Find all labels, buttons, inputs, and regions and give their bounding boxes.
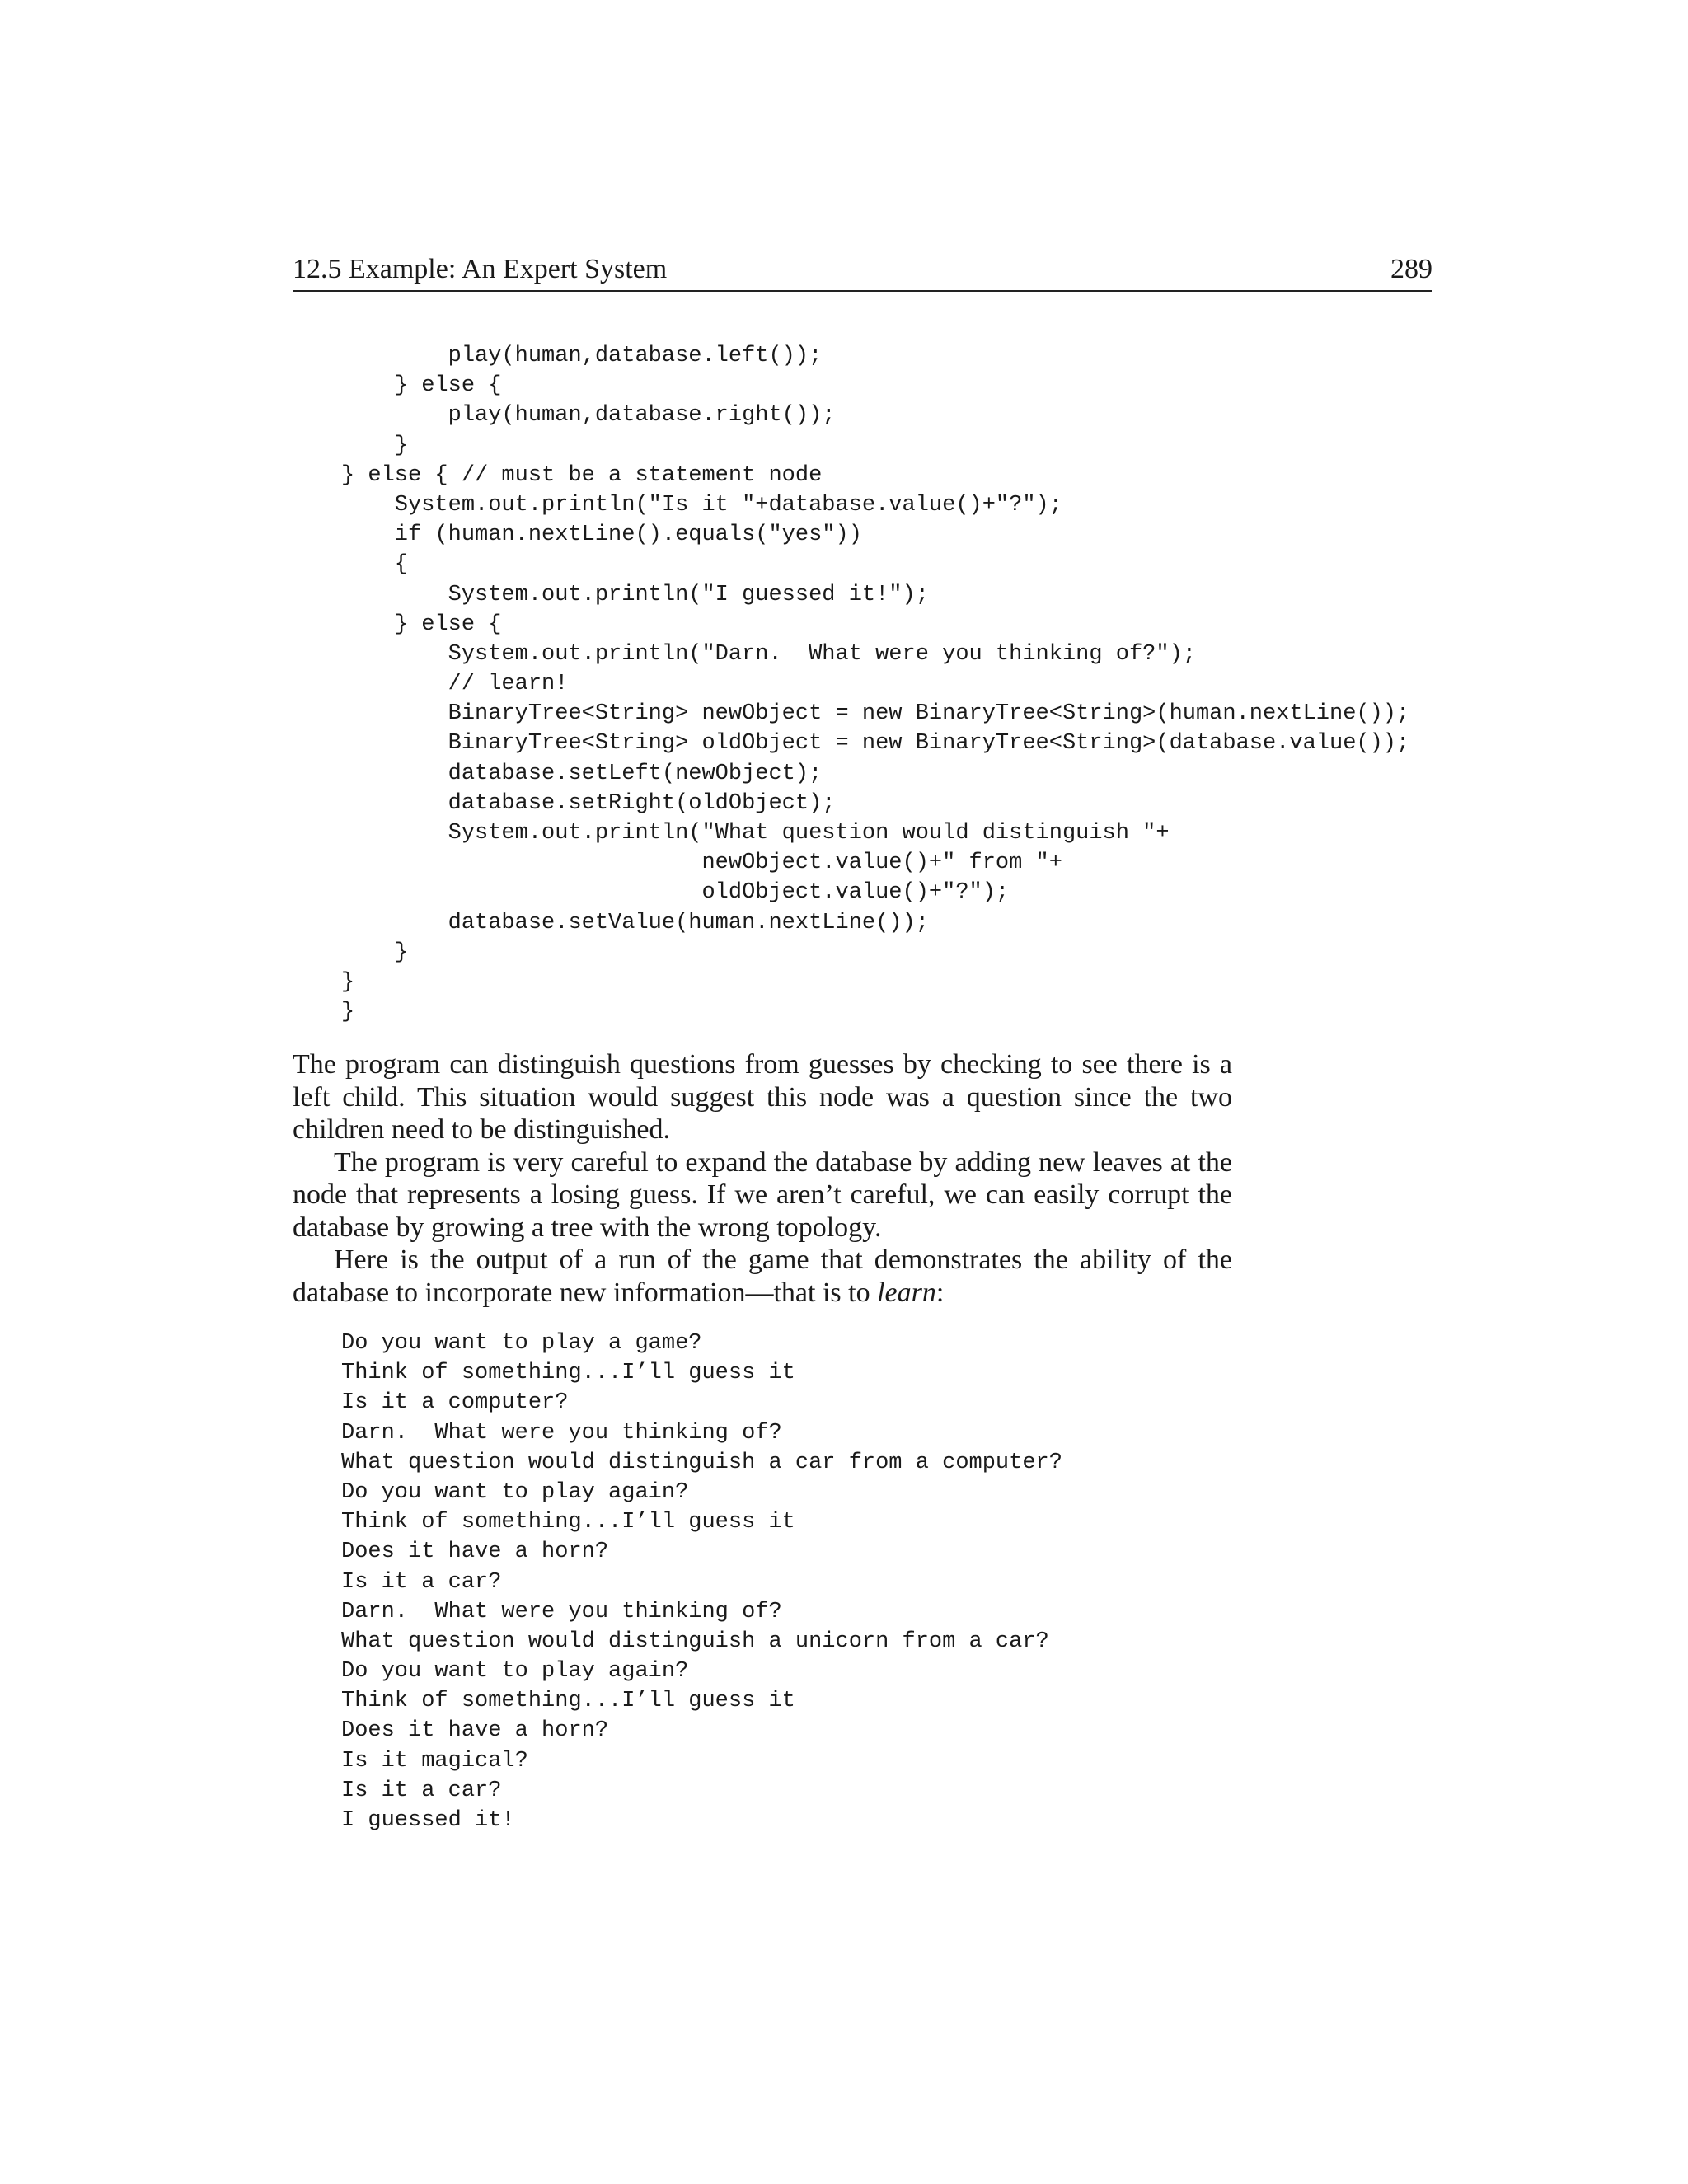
output-line: Does it have a horn? bbox=[341, 1718, 609, 1744]
code-line: } bbox=[341, 969, 355, 995]
output-line: Is it magical? bbox=[341, 1748, 528, 1774]
code-closing-brace: } bbox=[341, 1000, 355, 1024]
code-line: { bbox=[341, 552, 409, 578]
code-line: play(human,database.right()); bbox=[341, 403, 836, 429]
section-title: 12.5 Example: An Expert System bbox=[293, 254, 668, 284]
code-line: System.out.println("Is it "+database.value()+"?"); bbox=[341, 492, 1062, 518]
code-line: database.setLeft(newObject); bbox=[341, 761, 823, 786]
output-line: Darn. What were you thinking of? bbox=[341, 1599, 782, 1624]
code-line: } else { bbox=[341, 373, 502, 399]
paragraph-text: Here is the output of a run of the game that demonstrates the ability of the database to incorporate new information—that is to bbox=[293, 1244, 1232, 1308]
code-line: BinaryTree<String> newObject = new BinaryTree<String>(human.nextLine()); bbox=[341, 701, 1410, 727]
paragraph-text: : bbox=[935, 1277, 945, 1308]
running-header bbox=[293, 247, 1432, 292]
output-line: Do you want to play again? bbox=[341, 1479, 689, 1505]
code-line: System.out.println("Darn. What were you thinking of?"); bbox=[341, 641, 1196, 667]
output-line: Does it have a horn? bbox=[341, 1540, 609, 1565]
code-line: database.setRight(oldObject); bbox=[341, 790, 836, 816]
code-line: } bbox=[341, 940, 409, 965]
code-line: } else { // must be a statement node bbox=[341, 462, 823, 488]
code-line: } bbox=[341, 433, 409, 458]
output-line: Do you want to play again? bbox=[341, 1659, 689, 1685]
page-number: 289 bbox=[1390, 254, 1432, 284]
code-line: BinaryTree<String> oldObject = new BinaryTree<String>(database.value()); bbox=[341, 731, 1410, 757]
code-line: if (human.nextLine().equals("yes")) bbox=[341, 523, 862, 548]
paragraph bbox=[293, 1244, 1232, 1309]
output-line: Think of something...I’ll guess it bbox=[341, 1510, 795, 1535]
output-line: Darn. What were you thinking of? bbox=[341, 1420, 782, 1446]
code-line: newObject.value()+" from "+ bbox=[341, 851, 1062, 876]
output-line: Think of something...I’ll guess it bbox=[341, 1361, 795, 1386]
emphasized-word: learn bbox=[877, 1277, 936, 1308]
paragraph: The program is very careful to expand the database by adding new leaves at the node that represents a losing guess. If we aren’t careful, we can easily corrupt the database by growing a tree with the wrong topology. bbox=[293, 1146, 1232, 1243]
code-line: database.setValue(human.nextLine()); bbox=[341, 910, 929, 935]
output-line: Is it a computer? bbox=[341, 1390, 569, 1416]
java-code-listing bbox=[341, 341, 1409, 997]
code-line: // learn! bbox=[341, 672, 569, 697]
code-line: System.out.println("What question would distinguish "+ bbox=[341, 821, 1170, 846]
body-text bbox=[293, 1048, 1232, 1309]
paragraph: The program can distinguish questions from guesses by checking to see there is a left child. This situation would suggest this node was a question since the two children need to be distinguished. bbox=[293, 1049, 1232, 1145]
output-line: Is it a car? bbox=[341, 1778, 502, 1803]
code-line: oldObject.value()+"?"); bbox=[341, 880, 1010, 906]
output-line: Think of something...I’ll guess it bbox=[341, 1689, 795, 1714]
output-line: Do you want to play a game? bbox=[341, 1331, 702, 1356]
code-line: System.out.println("I guessed it!"); bbox=[341, 582, 929, 607]
output-line: What question would distinguish a unicorn from a car? bbox=[341, 1629, 1049, 1654]
output-line: Is it a car? bbox=[341, 1569, 502, 1595]
code-line: play(human,database.left()); bbox=[341, 344, 823, 368]
output-line: What question would distinguish a car from a computer? bbox=[341, 1450, 1062, 1475]
output-line: I guessed it! bbox=[341, 1808, 515, 1833]
program-output-listing bbox=[341, 1329, 1062, 1835]
code-line: } else { bbox=[341, 612, 502, 637]
